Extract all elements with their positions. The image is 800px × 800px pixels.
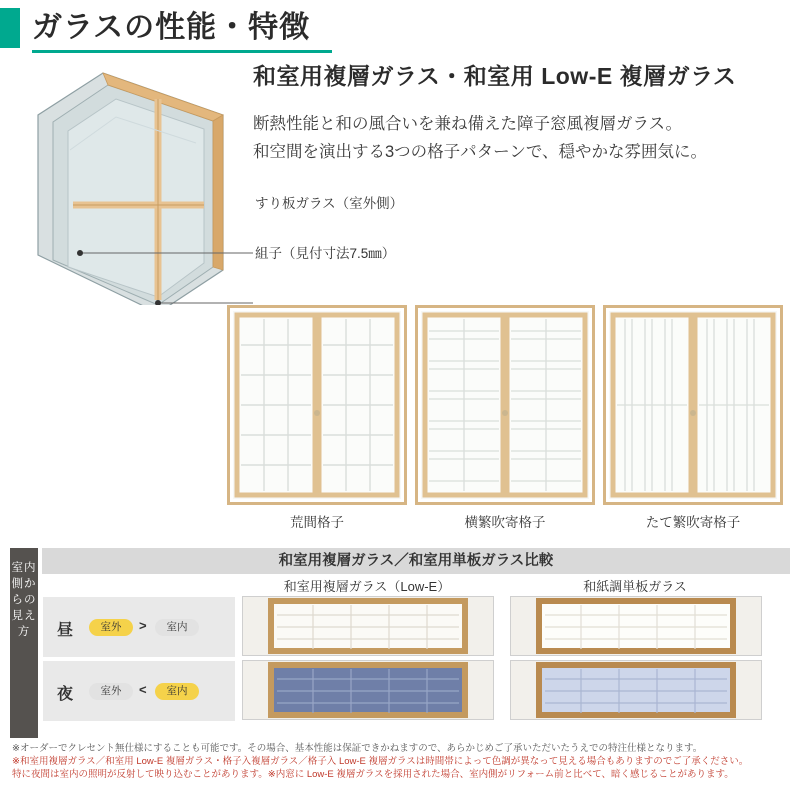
row-label-day-text: 昼 <box>57 622 74 639</box>
thumb-night-washi <box>510 660 762 720</box>
chip-day-outdoor: 室外 <box>89 619 133 636</box>
pattern-image-tateshige <box>603 305 783 505</box>
description-line-1: 断熱性能と和の風合いを兼ね備えた障子窓風複層ガラス。 <box>253 115 682 133</box>
callout-label-frosted-glass: すり板ガラス（室外側） <box>255 196 404 211</box>
pattern-card-yokoshige <box>415 305 595 531</box>
pattern-caption-tateshige: たて繁吹寄格子 <box>645 515 741 530</box>
thumb-day-lowe <box>242 596 494 656</box>
footnotes <box>12 742 792 781</box>
glass-cutaway-diagram <box>8 55 253 305</box>
side-tab-label: 室内側からの見え方 <box>11 562 37 638</box>
pattern-caption-arama: 荒間格子 <box>290 515 344 530</box>
column-header-washi: 和紙調単板ガラス <box>583 579 687 594</box>
side-tab-indoor-view <box>10 548 38 738</box>
section-title: 和室用複層ガラス・和室用 Low-E 複層ガラス <box>253 63 737 89</box>
footnote-line-2: ※和室用複層ガラス／和室用 Low-E 複層ガラス・格子入複層ガラス／格子入 Low-E 複層ガラスは時間帯によって色調が異なって見える場合もありますのでご了承ください。 <box>12 756 749 767</box>
row-label-day <box>42 596 236 658</box>
footnote-line-3: 特に夜間は室内の照明が反射して映り込むことがあります。※内窓に Low-E 複層ガラスを採用された場合、室内側がリフォーム前と比べて、暗く感じることがあります。 <box>12 769 734 780</box>
pattern-card-tateshige <box>603 305 783 531</box>
pattern-card-arama <box>227 305 407 531</box>
thumb-night-lowe <box>242 660 494 720</box>
row-label-night-text: 夜 <box>57 686 74 703</box>
header-accent-bar <box>0 8 20 48</box>
glass-diagram-svg <box>8 55 253 305</box>
pattern-caption-yokoshige: 横繁吹寄格子 <box>464 515 546 530</box>
frame-right-edge <box>213 115 223 270</box>
chip-day-indoor: 室内 <box>155 619 199 636</box>
section-description <box>253 110 788 166</box>
chip-night-indoor: 室内 <box>155 683 199 700</box>
callout-dot-1 <box>77 250 83 256</box>
row-label-night <box>42 660 236 722</box>
inner-glass-pane <box>68 99 204 297</box>
pattern-image-arama <box>227 305 407 505</box>
chip-night-outdoor: 室外 <box>89 683 133 700</box>
footnote-line-1: ※オーダーでクレセント無仕様にすることも可能です。その場合、基本性能は保証できかねますので、あらかじめご了承いただいたうえでの特注仕様となります。 <box>12 743 703 754</box>
comparison-heading: 和室用複層ガラス／和室用単板ガラス比較 <box>42 548 790 574</box>
header-underline <box>32 50 332 53</box>
thumb-day-washi <box>510 596 762 656</box>
page-header <box>0 0 800 56</box>
operator-night: < <box>139 682 147 697</box>
comparison-section <box>10 548 790 738</box>
column-header-lowe: 和室用複層ガラス（Low-E） <box>283 579 451 594</box>
callout-label-kumiko: 組子（見付寸法7.5㎜） <box>255 246 396 261</box>
lattice-pattern-gallery <box>215 305 795 545</box>
operator-day: > <box>139 618 147 633</box>
page-title: ガラスの性能・特徴 <box>32 11 311 44</box>
pattern-image-yokoshige <box>415 305 595 505</box>
description-line-2: 和空間を演出する3つの格子パターンで、穏やかな雰囲気に。 <box>253 143 708 161</box>
